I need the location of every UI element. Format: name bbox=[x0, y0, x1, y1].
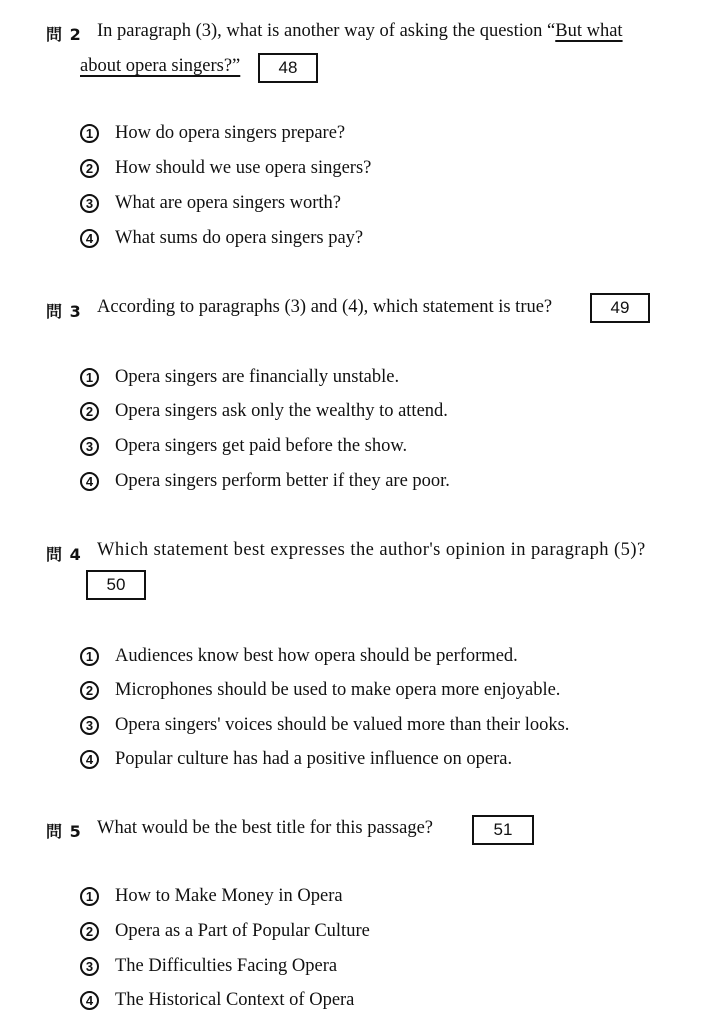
option-number-icon: 1 bbox=[80, 647, 99, 666]
option[interactable] bbox=[80, 956, 337, 977]
option-text: How to Make Money in Opera bbox=[115, 886, 343, 906]
option[interactable] bbox=[80, 749, 512, 770]
option-number-icon: 2 bbox=[80, 681, 99, 700]
option-number-icon: 2 bbox=[80, 402, 99, 421]
option-number-icon: 4 bbox=[80, 750, 99, 769]
option[interactable] bbox=[80, 715, 569, 736]
option[interactable] bbox=[80, 401, 448, 422]
option[interactable] bbox=[80, 680, 560, 701]
option-number-icon: 4 bbox=[80, 991, 99, 1010]
option-number-icon: 1 bbox=[80, 124, 99, 143]
option[interactable] bbox=[80, 228, 363, 249]
answer-box[interactable]: 51 bbox=[472, 815, 534, 845]
option[interactable] bbox=[80, 886, 343, 907]
option[interactable] bbox=[80, 990, 354, 1011]
question-number: 問 3 bbox=[46, 302, 82, 321]
quoted-question-continued: about opera singers?” bbox=[80, 56, 241, 76]
option-number-icon: 2 bbox=[80, 922, 99, 941]
option-text: What are opera singers worth? bbox=[115, 193, 342, 213]
question-text: According to paragraphs (3) and (4), which statement is true? bbox=[97, 297, 553, 317]
answer-box[interactable]: 50 bbox=[86, 570, 146, 600]
option-number-icon: 1 bbox=[80, 887, 99, 906]
option-number-icon: 4 bbox=[80, 472, 99, 491]
option[interactable] bbox=[80, 921, 370, 942]
option[interactable] bbox=[80, 367, 399, 388]
question-text: Which statement best expresses the author's opinion in paragraph (5)? bbox=[97, 540, 646, 560]
question-text-part: In paragraph (3), what is another way of asking the question “ bbox=[97, 21, 556, 41]
question-text bbox=[97, 21, 623, 42]
option-text: What sums do opera singers pay? bbox=[115, 228, 364, 248]
question-text: What would be the best title for this passage? bbox=[97, 818, 433, 838]
option[interactable] bbox=[80, 646, 518, 667]
option-text: Opera singers are financially unstable. bbox=[115, 367, 400, 387]
answer-box[interactable]: 48 bbox=[258, 53, 318, 83]
option-text: How do opera singers prepare? bbox=[115, 123, 346, 143]
option-number-icon: 3 bbox=[80, 716, 99, 735]
option-text: Opera singers ask only the wealthy to attend. bbox=[115, 401, 448, 421]
option[interactable] bbox=[80, 471, 450, 492]
option-number-icon: 3 bbox=[80, 194, 99, 213]
option-text: Opera singers perform better if they are poor. bbox=[115, 471, 450, 491]
option-text: Opera singers get paid before the show. bbox=[115, 436, 408, 456]
option-number-icon: 3 bbox=[80, 957, 99, 976]
option-number-icon: 2 bbox=[80, 159, 99, 178]
option-text: Opera singers' voices should be valued more than their looks. bbox=[115, 715, 570, 735]
option[interactable] bbox=[80, 158, 371, 179]
option-text: Microphones should be used to make opera more enjoyable. bbox=[115, 680, 561, 700]
option-text: How should we use opera singers? bbox=[115, 158, 372, 178]
option[interactable] bbox=[80, 193, 341, 214]
question-number: 問 2 bbox=[46, 25, 82, 44]
option-text: Opera as a Part of Popular Culture bbox=[115, 921, 370, 941]
question-number: 問 4 bbox=[46, 545, 82, 564]
quoted-question: But what bbox=[555, 21, 623, 41]
option-number-icon: 1 bbox=[80, 368, 99, 387]
option[interactable] bbox=[80, 123, 345, 144]
option-text: Audiences know best how opera should be performed. bbox=[115, 646, 518, 666]
option-text: The Difficulties Facing Opera bbox=[115, 956, 338, 976]
option[interactable] bbox=[80, 436, 407, 457]
option-number-icon: 3 bbox=[80, 437, 99, 456]
option-text: The Historical Context of Opera bbox=[115, 990, 355, 1010]
option-text: Popular culture has had a positive influence on opera. bbox=[115, 749, 513, 769]
option-number-icon: 4 bbox=[80, 229, 99, 248]
answer-box[interactable]: 49 bbox=[590, 293, 650, 323]
question-number: 問 5 bbox=[46, 822, 82, 841]
